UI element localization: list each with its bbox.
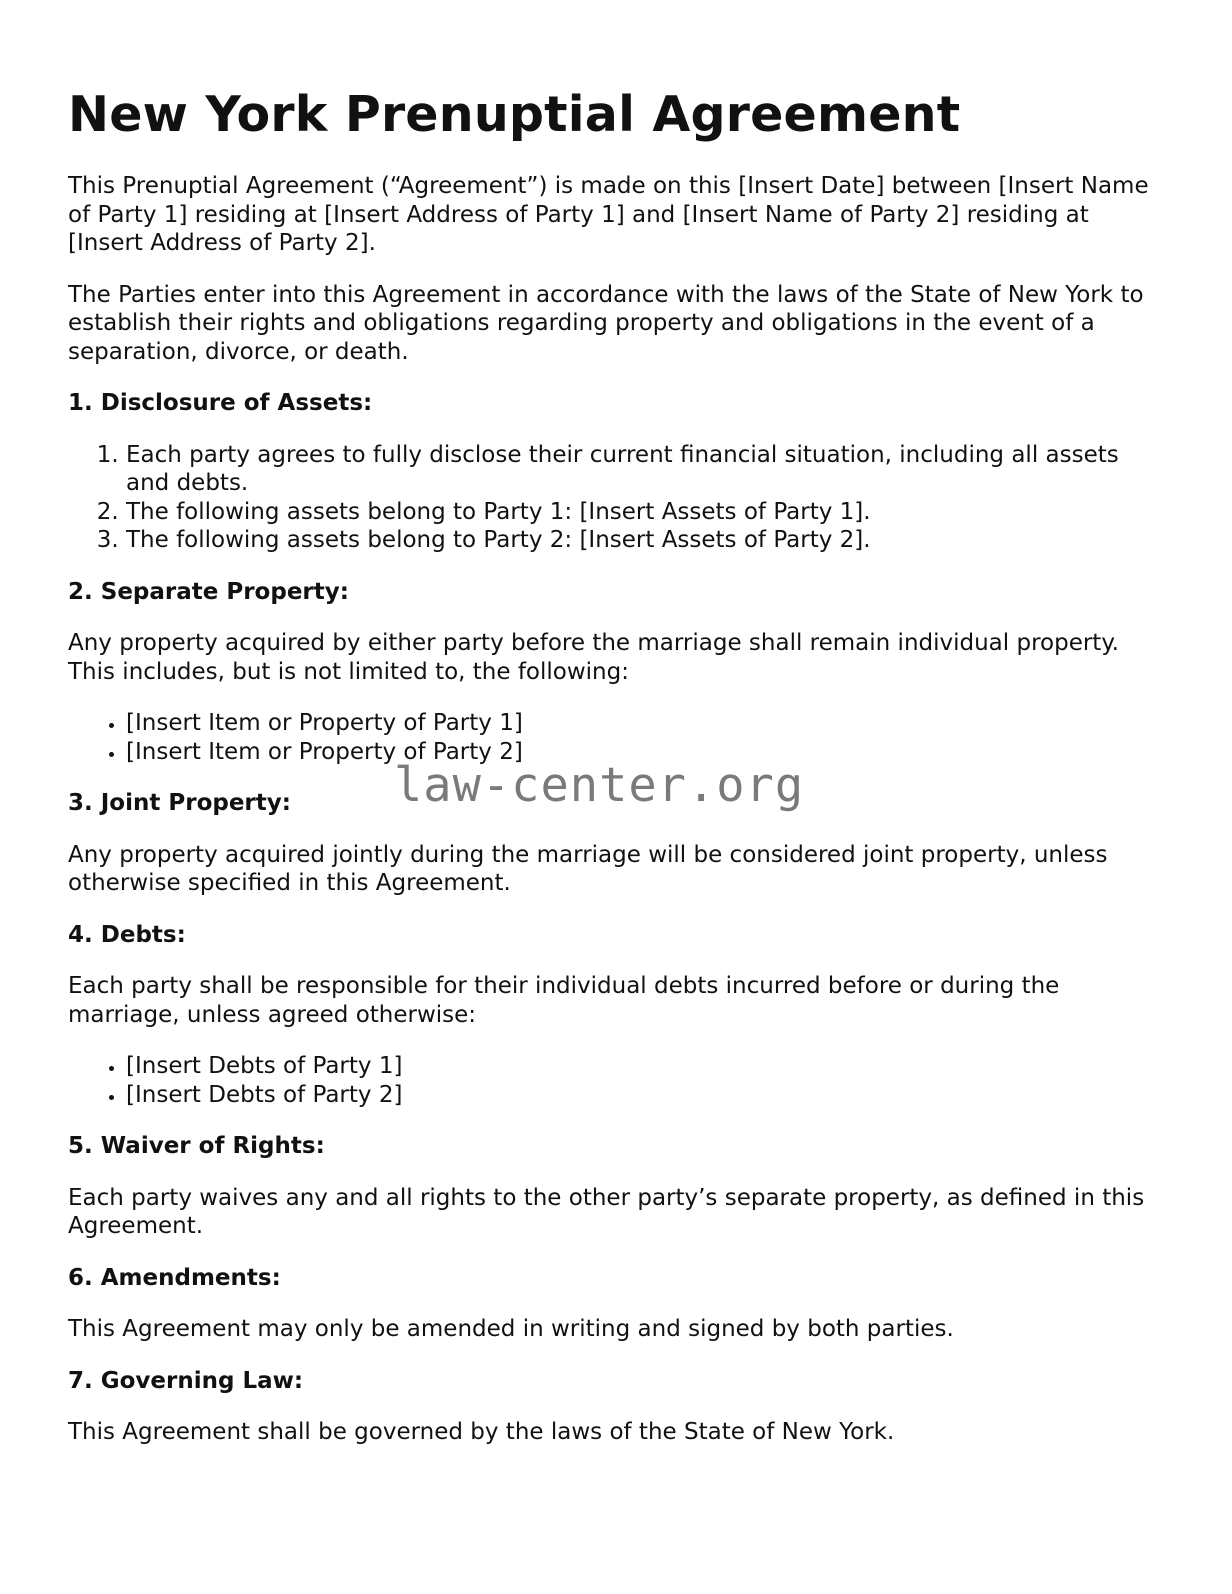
- list-item: 2. The following assets belong to Party 1: [Insert Assets of Party 1].: [126, 498, 1168, 527]
- list-item: • [Insert Item or Property of Party 1]: [126, 709, 1168, 738]
- document-title: New York Prenuptial Agreement: [68, 86, 961, 143]
- section-heading-governing-law: 7. Governing Law:: [68, 1367, 304, 1394]
- list-item: • [Insert Debts of Party 1]: [126, 1052, 1168, 1081]
- intro-paragraph: This Prenuptial Agreement (“Agreement”) is made on this [Insert Date] between [Insert Name of Party 1] residing at [Insert Address of Party 1] and [Insert Name of Party 2] residing at [Insert Address of Party 2].: [68, 173, 1149, 256]
- list-item: • [Insert Item or Property of Party 2]: [126, 738, 1168, 767]
- section-heading-waiver: 5. Waiver of Rights:: [68, 1133, 325, 1159]
- watermark: law-center.org: [394, 758, 805, 813]
- joint-property-paragraph: Any property acquired jointly during the marriage will be considered joint property, unless otherwise specified in this Agreement.: [68, 841, 1108, 896]
- list-item: 3. The following assets belong to Party 2: [Insert Assets of Party 2].: [126, 526, 1168, 555]
- section-heading-debts: 4. Debts:: [68, 921, 186, 948]
- waiver-paragraph: Each party waives any and all rights to the other party’s separate property, as defined in this Agreement.: [68, 1184, 1145, 1239]
- purpose-paragraph: The Parties enter into this Agreement in accordance with the laws of the State of New York to establish their rights and obligations regarding property and obligations in the event of a separation, divorce, or death.: [68, 281, 1144, 365]
- debts-paragraph: Each party shall be responsible for their individual debts incurred before or during the marriage, unless agreed otherwise:: [68, 973, 1060, 1028]
- section-heading-separate-property: 2. Separate Property:: [68, 578, 349, 605]
- section-heading-disclosure: 1. Disclosure of Assets:: [68, 390, 373, 416]
- separate-property-paragraph: Any property acquired by either party before the marriage shall remain individual property. This includes, but is not limited to, the following:: [68, 630, 1119, 685]
- disclosure-list: [68, 441, 1168, 555]
- governing-law-paragraph: This Agreement shall be governed by the laws of the State of New York.: [68, 1419, 895, 1445]
- debts-list: [68, 1052, 1168, 1109]
- amendments-paragraph: This Agreement may only be amended in writing and signed by both parties.: [68, 1316, 954, 1342]
- section-heading-amendments: 6. Amendments:: [68, 1264, 281, 1291]
- section-heading-joint-property: 3. Joint Property:: [68, 790, 291, 816]
- list-item: 1. Each party agrees to fully disclose their current financial situation, including all assets and debts.: [126, 441, 1168, 498]
- list-item: • [Insert Debts of Party 2]: [126, 1081, 1168, 1110]
